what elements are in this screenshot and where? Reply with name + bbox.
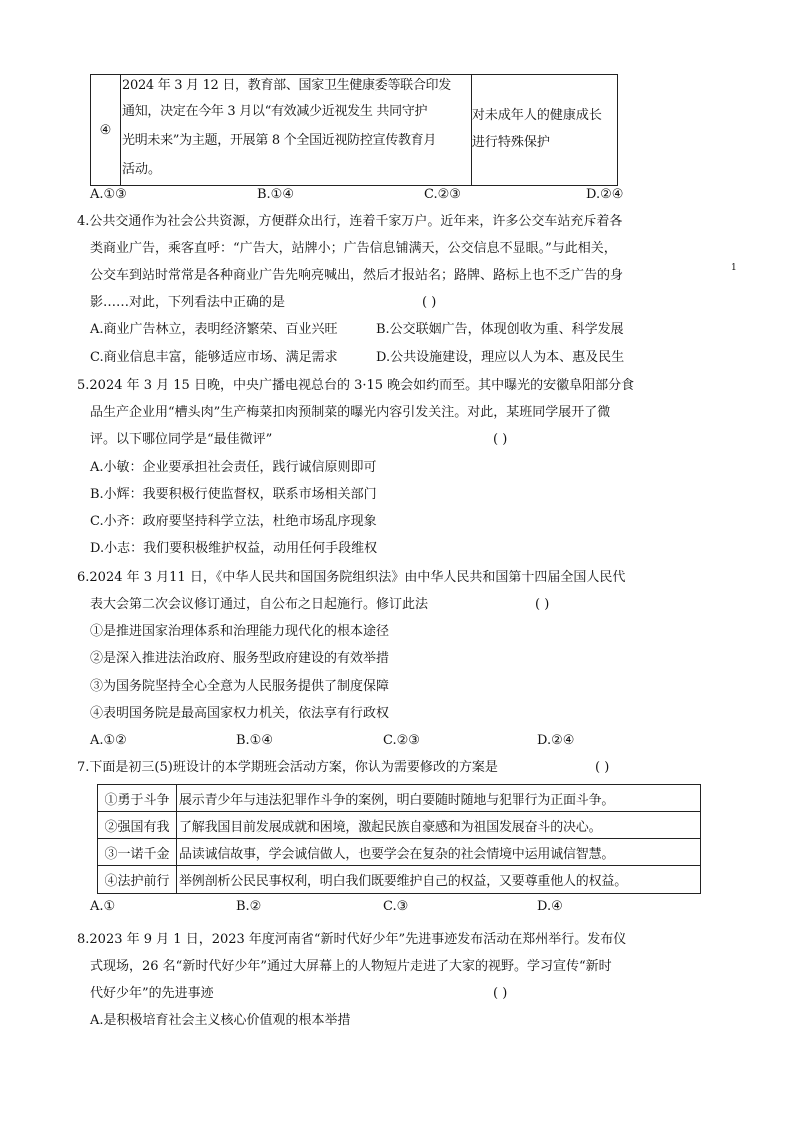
q7-table-row	[98, 812, 701, 839]
q5-option-b[interactable]: B.小辉：我要积极行使监督权，联系市场相关部门	[90, 487, 377, 502]
q7-option-a[interactable]: A.①	[90, 899, 116, 914]
q4-option-a[interactable]: A.商业广告林立，表明经济繁荣、百业兴旺	[90, 322, 338, 337]
q8-stem-line: 式现场，26 名“新时代好少年”通过大屏幕上的人物短片走进了大家的视野。学习宣传“新时	[90, 959, 612, 974]
q4-stem-line: 公交车到站时常常是各种商业广告先响亮喊出，然后才报站名；路牌、路标上也不乏广告的身	[90, 268, 624, 283]
q5-option-a[interactable]: A.小敏：企业要承担社会责任，践行诚信原则即可	[90, 460, 377, 475]
q7-table	[97, 784, 701, 894]
q3-table-meaning	[471, 75, 617, 186]
q7-table-row	[98, 866, 701, 894]
q7-content: 展示青少年与违法犯罪作斗争的案例，明白要随时随地与犯罪行为正面斗争。	[177, 785, 701, 812]
event-line: 活动。	[122, 162, 162, 177]
q5-stem-line: 品生产企业用“槽头肉”生产梅菜扣肉预制菜的曝光内容引发关注。对此，某班同学展开了微	[90, 405, 611, 420]
q6-option-b[interactable]: B.①④	[236, 733, 273, 748]
q6-item: ④表明国务院是最高国家权力机关，依法享有行政权	[90, 706, 390, 721]
q6-option-d[interactable]: D.②④	[537, 733, 575, 748]
q6-item: ②是深入推进法治政府、服务型政府建设的有效举措	[90, 651, 390, 666]
q7-content: 品读诚信故事，学会诚信做人，也要学会在复杂的社会情境中运用诚信智慧。	[177, 839, 701, 866]
q5-stem-line: 评。以下哪位同学是“最佳微评”	[90, 432, 273, 447]
q5-option-d[interactable]: D.小志：我们要积极维护权益，动用任何手段维权	[90, 541, 378, 556]
q6-answer-paren[interactable]: ( )	[535, 597, 550, 612]
q6-option-c[interactable]: C.②③	[383, 733, 420, 748]
q3-table-event	[121, 75, 472, 186]
q4-answer-paren[interactable]: ( )	[422, 295, 437, 310]
q8-answer-paren[interactable]: ( )	[493, 986, 508, 1001]
q8-stem-line: 代好少年”的先进事迹	[90, 986, 214, 1001]
q6-stem-line: 6.2024 年 3 月11 日，《中华人民共和国国务院组织法》由中华人民共和国第十四届全国人民代	[77, 570, 626, 585]
q6-stem-line: 表大会第二次会议修订通过，自公布之日起施行。修订此法	[90, 597, 429, 612]
q4-option-b[interactable]: B.公交联姻广告，体现创收为重、科学发展	[376, 322, 624, 337]
q4-option-d[interactable]: D.公共设施建设，理应以人为本、惠及民生	[376, 350, 625, 365]
q7-table-row	[98, 839, 701, 866]
q4-stem-line: 影……对此，下列看法中正确的是	[90, 295, 286, 310]
q6-item: ①是推进国家治理体系和治理能力现代化的根本途径	[90, 624, 390, 639]
q7-theme: ③一诺千金	[98, 839, 177, 866]
q8-option-a[interactable]: A.是积极培育社会主义核心价值观的根本举措	[90, 1013, 351, 1028]
q7-option-d[interactable]: D.④	[537, 899, 563, 914]
q3-option-c[interactable]: C.②③	[424, 187, 461, 202]
q6-option-a[interactable]: A.①②	[90, 733, 127, 748]
q7-table-row	[98, 785, 701, 812]
q7-theme: ②强国有我	[98, 812, 177, 839]
q7-theme: ④法护前行	[98, 866, 177, 894]
q3-option-a[interactable]: A.①③	[90, 187, 127, 202]
q5-option-c[interactable]: C.小齐：政府要坚持科学立法，杜绝市场乱序现象	[90, 514, 377, 529]
q3-table	[90, 74, 618, 186]
q7-theme: ①勇于斗争	[98, 785, 177, 812]
q7-stem-line: 7.下面是初三(5)班设计的本学期班会活动方案，你认为需要修改的方案是	[77, 760, 498, 775]
meaning-line: 对未成年人的健康成长	[471, 108, 602, 123]
page-number: 1	[731, 263, 737, 273]
q3-option-b[interactable]: B.①④	[257, 187, 294, 202]
q7-option-b[interactable]: B.②	[236, 899, 262, 914]
q3-option-d[interactable]: D.②④	[586, 187, 624, 202]
q7-option-c[interactable]: C.③	[383, 899, 409, 914]
q3-table-row-num: ④	[91, 75, 121, 186]
q8-stem-line: 8.2023 年 9 月 1 日，2023 年度河南省“新时代好少年”先进事迹发布活动在郑州举行。发布仪	[77, 932, 627, 947]
q4-stem-line: 4.公共交通作为社会公共资源，方便群众出行，连着千家万户。近年来，许多公交车站充斥着各	[77, 214, 623, 229]
q4-option-c[interactable]: C.商业信息丰富，能够适应市场、满足需求	[90, 350, 338, 365]
event-line: 2024 年 3 月 12 日，教育部、国家卫生健康委等联合印发	[122, 78, 451, 93]
q6-item: ③为国务院坚持全心全意为人民服务提供了制度保障	[90, 679, 390, 694]
event-line: 通知，决定在今年 3 月以“有效减少近视发生 共同守护	[122, 104, 428, 119]
event-line: 光明未来”为主题，开展第 8 个全国近视防控宣传教育月	[122, 133, 437, 148]
q5-answer-paren[interactable]: ( )	[493, 432, 508, 447]
q5-stem-line: 5.2024 年 3 月 15 日晚，中央广播电视总台的 3·15 晚会如约而至。其中曝光的安徽阜阳部分食	[77, 378, 635, 393]
q7-answer-paren[interactable]: ( )	[595, 760, 610, 775]
meaning-line: 进行特殊保护	[471, 135, 550, 150]
q4-stem-line: 类商业广告，乘客直呼：“广告大，站牌小；广告信息铺满天，公交信息不显眼。”与此相关，	[90, 241, 617, 256]
q7-content: 了解我国目前发展成就和困境，激起民族自豪感和为祖国发展奋斗的决心。	[177, 812, 701, 839]
q7-content: 举例剖析公民民事权利，明白我们既要维护自己的权益，又要尊重他人的权益。	[177, 866, 701, 894]
